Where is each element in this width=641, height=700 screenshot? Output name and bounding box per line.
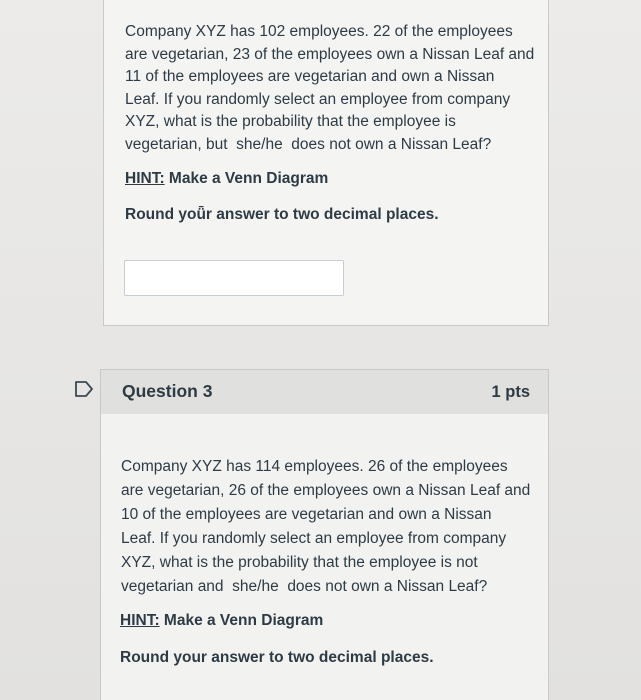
question-3-text — [121, 456, 546, 599]
hint-label: HINT: — [120, 612, 160, 629]
question-3-line: XYZ, what is the probability that the employee is not — [121, 554, 478, 571]
question-3-line: vegetarian and she/he does not own a Nissan Leaf? — [121, 578, 488, 595]
hint-text: Make a Venn Diagram — [159, 612, 324, 629]
question-2-line: Leaf. If you randomly select an employee from company — [125, 90, 511, 108]
question-3-line: 10 of the employees are vegetarian and own a Nissan — [121, 506, 492, 523]
question-2-line: Company XYZ has 102 employees. 22 of the employees — [125, 23, 513, 40]
flag-question-icon[interactable] — [74, 380, 94, 398]
question-3-line: Leaf. If you randomly select an employee from company — [121, 530, 507, 547]
question-2-line: XYZ, what is the probability that the employee is — [125, 113, 456, 130]
hint-label: HINT: — [125, 170, 165, 187]
question-2-line: vegetarian, but she/he does not own a Nissan Leaf? — [125, 135, 492, 153]
question-2-line: are vegetarian, 23 of the employees own a Nissan Leaf and — [125, 45, 535, 63]
question-2-answer-input[interactable] — [124, 260, 344, 296]
question-2-hint — [125, 170, 328, 188]
question-3-line: Company XYZ has 114 employees. 26 of the employees — [121, 458, 508, 475]
question-3-points: 1 pts — [491, 383, 530, 401]
question-2-round-instruction: Round yoǖr answer to two decimal places. — [125, 206, 439, 223]
hint-text: Make a Venn Diagram — [164, 170, 329, 187]
question-2-text — [125, 21, 545, 156]
question-3-round-instruction: Round your answer to two decimal places. — [120, 649, 434, 666]
question-3-header — [100, 369, 549, 415]
question-2-line: 11 of the employees are vegetarian and own a Nissan — [125, 68, 495, 85]
question-3-title: Question 3 — [122, 381, 213, 401]
question-3-hint — [120, 612, 323, 630]
question-3-line: are vegetarian, 26 of the employees own a Nissan Leaf and — [121, 482, 531, 499]
